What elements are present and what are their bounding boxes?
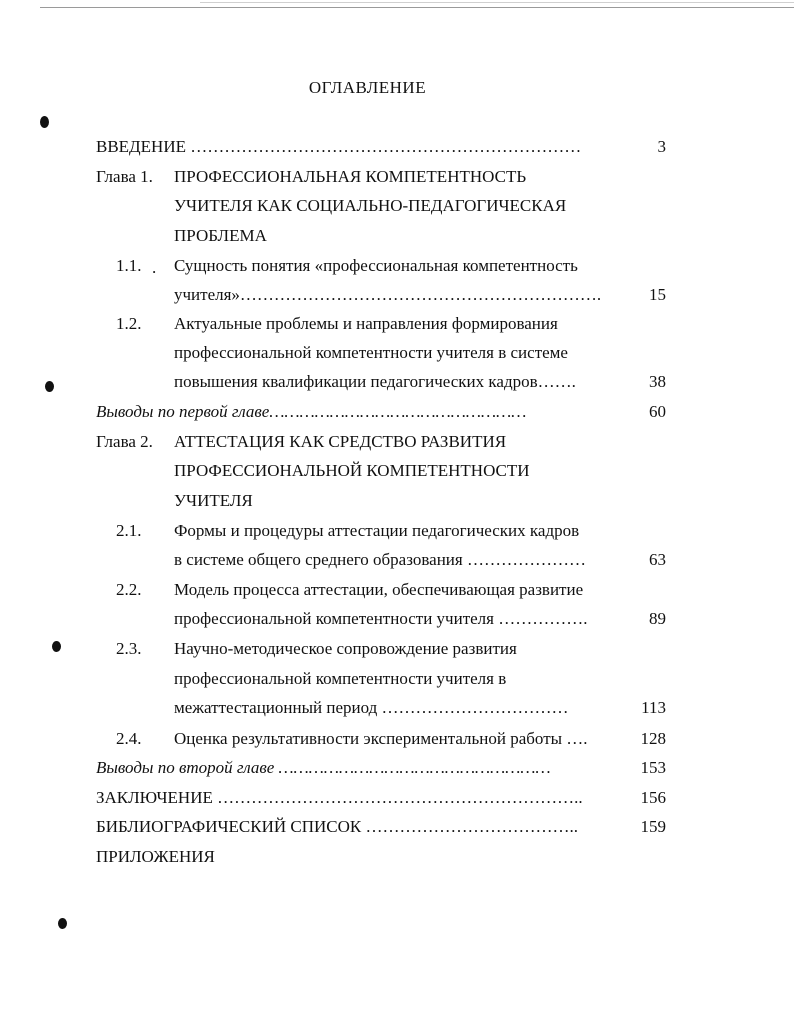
scan-mark xyxy=(40,116,49,128)
toc-bibliography: БИБЛИОГРАФИЧЕСКИЙ СПИСОК ……………………………….. xyxy=(96,817,578,836)
section-2-1-line2: в системе общего среднего образования ………………… xyxy=(174,550,586,569)
section-2-2-page: 89 xyxy=(649,609,666,628)
section-2-2-line2: профессиональной компетентности учителя ……………. xyxy=(174,609,588,628)
section-2-3-line3: межаттестационный период …………………………… xyxy=(174,698,569,717)
section-2-1-page: 63 xyxy=(649,550,666,569)
toc-conclusions-chapter-2: Выводы по второй главе ……………………………………………… xyxy=(96,758,551,777)
chapter-2-label: Глава 2. xyxy=(96,432,153,451)
toc-conclusion: ЗАКЛЮЧЕНИЕ ……………………………………………………….. xyxy=(96,788,583,807)
section-2-2-number: 2.2. xyxy=(116,580,142,599)
page-title: ОГЛАВЛЕНИЕ xyxy=(308,78,427,97)
toc-bibliography-page: 159 xyxy=(640,817,666,836)
section-1-1-number: 1.1. xyxy=(116,256,142,275)
chapter-2-title-line3: УЧИТЕЛЯ xyxy=(174,491,253,510)
scan-edge-line xyxy=(40,7,794,8)
toc-intro: ВВЕДЕНИЕ …………………………………………………………… xyxy=(96,137,582,156)
section-1-2-number: 1.2. xyxy=(116,314,142,333)
section-1-2-line1: Актуальные проблемы и направления формирования xyxy=(174,314,558,333)
chapter-1-title-line1: ПРОФЕССИОНАЛЬНАЯ КОМПЕТЕНТНОСТЬ xyxy=(174,167,527,186)
section-2-2-line1: Модель процесса аттестации, обеспечивающая развитие xyxy=(174,580,584,599)
section-2-4-number: 2.4. xyxy=(116,729,142,748)
toc-intro-page: 3 xyxy=(657,137,666,156)
toc-conclusions-chapter-1-page: 60 xyxy=(649,402,666,421)
toc-conclusion-page: 156 xyxy=(640,788,666,807)
section-1-1-mark: . xyxy=(152,258,157,277)
scan-mark xyxy=(58,918,67,929)
scan-mark xyxy=(45,381,54,392)
chapter-1-label: Глава 1. xyxy=(96,167,153,186)
section-2-3-number: 2.3. xyxy=(116,639,142,658)
section-1-1-line2: учителя»………………………………………………………. xyxy=(174,285,602,304)
chapter-2-title-line2: ПРОФЕССИОНАЛЬНОЙ КОМПЕТЕНТНОСТИ xyxy=(174,461,530,480)
toc-conclusions-chapter-1: Выводы по первой главе…………………………………………… xyxy=(96,402,527,421)
chapter-1-title-line2: УЧИТЕЛЯ КАК СОЦИАЛЬНО-ПЕДАГОГИЧЕСКАЯ xyxy=(174,196,567,215)
section-1-1-line1: Сущность понятия «профессиональная компетентность xyxy=(174,256,578,275)
section-2-3-line1: Научно-методическое сопровождение развития xyxy=(174,639,517,658)
section-2-3-line2: профессиональной компетентности учителя в xyxy=(174,669,507,688)
chapter-1-title-line3: ПРОБЛЕМА xyxy=(174,226,267,245)
scan-edge-line-faint xyxy=(200,2,794,3)
section-2-4-page: 128 xyxy=(640,729,666,748)
section-1-2-line3: повышения квалификации педагогических кадров……. xyxy=(174,372,576,391)
section-1-2-page: 38 xyxy=(649,372,666,391)
scan-mark xyxy=(52,641,61,652)
section-2-4-line1: Оценка результативности экспериментальной работы …. xyxy=(174,729,588,748)
toc-conclusions-chapter-2-page: 153 xyxy=(640,758,666,777)
toc-appendix: ПРИЛОЖЕНИЯ xyxy=(96,847,215,866)
section-1-1-page: 15 xyxy=(649,285,666,304)
section-2-1-line1: Формы и процедуры аттестации педагогических кадров xyxy=(174,521,580,540)
section-1-2-line2: профессиональной компетентности учителя в системе xyxy=(174,343,568,362)
section-2-1-number: 2.1. xyxy=(116,521,142,540)
section-2-3-page: 113 xyxy=(641,698,666,717)
chapter-2-title-line1: АТТЕСТАЦИЯ КАК СРЕДСТВО РАЗВИТИЯ xyxy=(174,432,507,451)
